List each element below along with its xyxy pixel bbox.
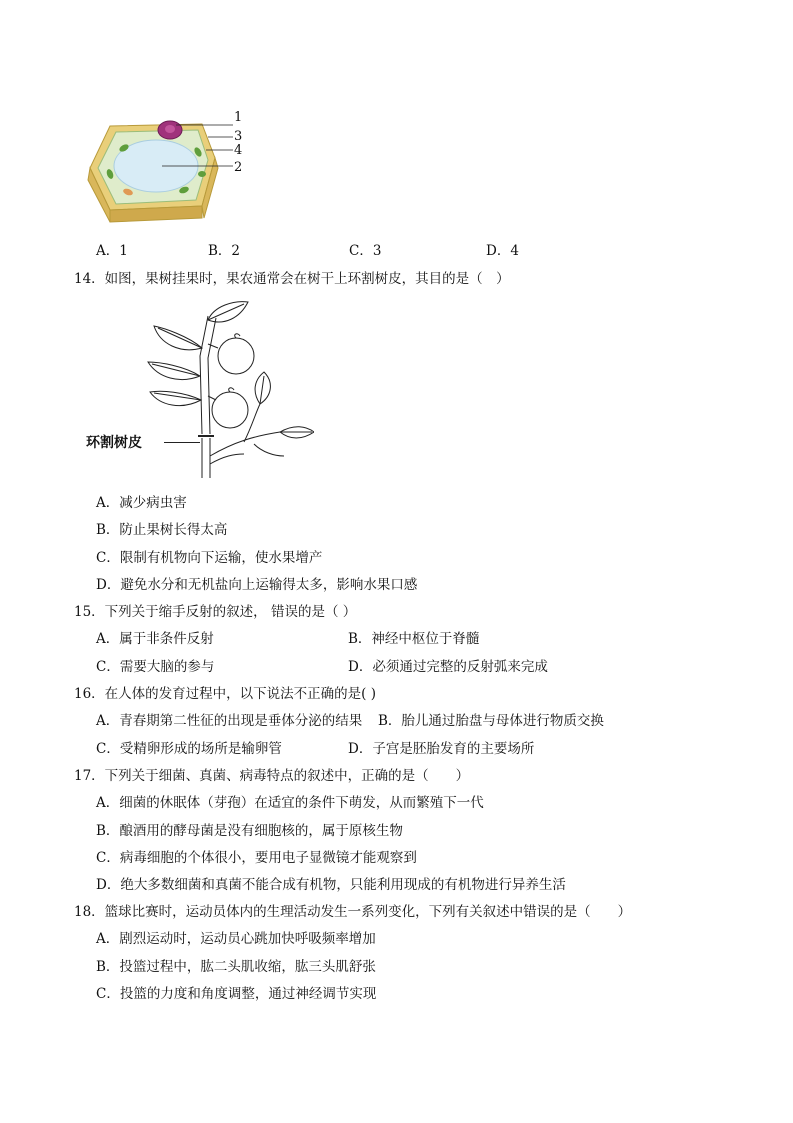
q13-option-b: B．2 (208, 243, 241, 259)
figure-label-2: 2 (234, 160, 243, 175)
q18-stem: 18．篮球比赛时，运动员体内的生理活动发生一系列变化，下列有关叙述中错误的是（ ） (74, 904, 632, 920)
q13-option-d: D．4 (486, 243, 519, 259)
q17-option-c: C．病毒细胞的个体很小，要用电子显微镜才能观察到 (96, 850, 417, 866)
q15-stem: 15．下列关于缩手反射的叙述， 错误的是（ ） (74, 604, 357, 620)
girdle-leader-line (164, 442, 200, 443)
q18-option-b: B．投篮过程中，肱二头肌收缩，肱三头肌舒张 (96, 959, 376, 975)
q17-option-b: B．酿酒用的酵母菌是没有细胞核的，属于原核生物 (96, 823, 403, 839)
q16-option-a: A．青春期第二性征的出现是垂体分泌的结果 (96, 713, 363, 729)
q15-option-a: A．属于非条件反射 (96, 631, 214, 647)
q16-option-b: B．胎儿通过胎盘与母体进行物质交换 (378, 713, 604, 729)
q14-option-d: D．避免水分和无机盐向上运输得太多，影响水果口感 (96, 577, 418, 593)
q14-option-a: A．减少病虫害 (96, 495, 187, 511)
girdle-figure-label: 环割树皮 (86, 435, 142, 451)
q17-stem: 17．下列关于细菌、真菌、病毒特点的叙述中，正确的是（ ） (74, 768, 470, 784)
q17-option-a: A．细菌的休眠体（芽孢）在适宜的条件下萌发，从而繁殖下一代 (96, 795, 484, 811)
q14-option-c: C．限制有机物向下运输，使水果增产 (96, 550, 323, 566)
q13-option-a: A．1 (96, 243, 128, 259)
plant-cell-figure (80, 108, 260, 228)
q15-option-d: D．必须通过完整的反射弧来完成 (348, 659, 548, 675)
fruit-tree-figure (84, 296, 314, 478)
q16-stem: 16．在人体的发育过程中，以下说法不正确的是( ) (74, 686, 377, 702)
q15-option-c: C．需要大脑的参与 (96, 659, 215, 675)
q14-option-b: B．防止果树长得太高 (96, 522, 228, 538)
q16-option-d: D．子宫是胚胎发育的主要场所 (348, 741, 535, 757)
q15-option-b: B．神经中枢位于脊髓 (348, 631, 480, 647)
figure-label-4: 4 (234, 143, 243, 158)
figure-label-3: 3 (234, 129, 243, 144)
plant-cell-illustration (80, 108, 260, 228)
q18-option-c: C．投篮的力度和角度调整，通过神经调节实现 (96, 986, 377, 1002)
q17-option-d: D．绝大多数细菌和真菌不能合成有机物，只能利用现成的有机物进行异养生活 (96, 877, 566, 893)
q14-stem: 14．如图，果树挂果时，果农通常会在树干上环割树皮，其目的是（ ） (74, 271, 510, 287)
q18-option-a: A．剧烈运动时，运动员心跳加快呼吸频率增加 (96, 931, 376, 947)
figure-label-1: 1 (234, 110, 243, 125)
q13-option-c: C．3 (349, 243, 382, 259)
q16-option-c: C．受精卵形成的场所是输卵管 (96, 741, 282, 757)
